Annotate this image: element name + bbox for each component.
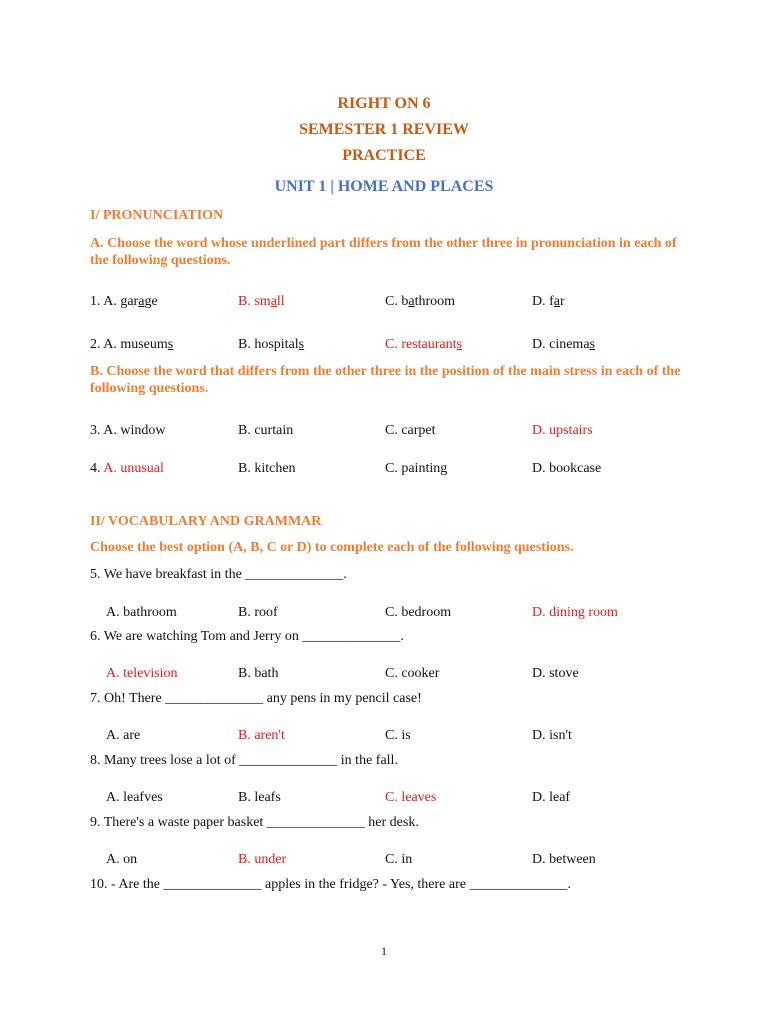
- underlined-part: a: [553, 294, 560, 309]
- question-8-option-d: D. leaf: [532, 790, 571, 805]
- page-number: 1: [381, 944, 387, 958]
- unit-title: UNIT 1 | HOME AND PLACES: [274, 178, 494, 195]
- question-2-option-c-answer: [385, 337, 462, 353]
- option-text: A. gar: [103, 294, 139, 309]
- question-3-option-b: B. curtain: [238, 423, 294, 438]
- question-3-option-c: C. carpet: [385, 423, 436, 438]
- question-4-option-a-answer: [90, 461, 164, 477]
- question-1-option-a: [90, 294, 158, 310]
- option-text: C. b: [385, 294, 409, 309]
- question-6-option-c: C. cooker: [385, 666, 440, 681]
- question-number: 1.: [90, 294, 104, 309]
- question-5-stem: 5. We have breakfast in the ______________.: [90, 567, 347, 582]
- question-10-stem: 10. - Are the ______________ apples in the fridge? - Yes, there are ______________.: [90, 877, 571, 892]
- question-2-option-b: [238, 337, 304, 353]
- question-5-option-c: C. bedroom: [385, 605, 452, 620]
- question-2-option-d: [532, 337, 595, 353]
- question-8-stem: 8. Many trees lose a lot of ______________ in the fall.: [90, 753, 398, 768]
- question-number: 3.: [90, 423, 104, 438]
- underlined-part: a: [270, 294, 277, 309]
- question-7-stem: 7. Oh! There ______________ any pens in my pencil case!: [90, 691, 422, 706]
- question-number: 2.: [90, 337, 104, 352]
- question-9-option-a: A. on: [106, 852, 138, 867]
- question-9-option-d: D. between: [532, 852, 596, 867]
- underlined-part: s: [589, 337, 595, 352]
- question-9-option-c: C. in: [385, 852, 413, 867]
- question-1-option-d: [532, 294, 565, 310]
- doc-title-line1: RIGHT ON 6: [337, 95, 431, 112]
- question-6-option-a-answer: A. television: [106, 666, 178, 681]
- question-6-option-b: B. bath: [238, 666, 279, 681]
- question-1-option-b-answer: [238, 294, 285, 310]
- question-7-option-d: D. isn't: [532, 728, 572, 743]
- option-text: D. f: [532, 294, 554, 309]
- option-text: throom: [414, 294, 456, 309]
- question-4-option-d: D. bookcase: [532, 461, 602, 476]
- instruction-part-a: A. Choose the word whose underlined part differs from the other three in pronunciation in each of the following questions.: [90, 236, 677, 268]
- section-heading-vocabulary: II/ VOCABULARY AND GRAMMAR: [90, 514, 322, 529]
- option-text: D. cinema: [532, 337, 590, 352]
- option-text: A. window: [103, 423, 166, 438]
- question-5-option-b: B. roof: [238, 605, 278, 620]
- question-1-option-c: [385, 294, 455, 310]
- question-number: 4.: [90, 461, 104, 476]
- section-heading-pronunciation: I/ PRONUNCIATION: [90, 208, 224, 223]
- instruction-vocabulary: Choose the best option (A, B, C or D) to complete each of the following questions.: [90, 540, 574, 555]
- question-8-option-b: B. leafs: [238, 790, 281, 805]
- question-6-option-d: D. stove: [532, 666, 579, 681]
- question-9-stem: 9. There's a waste paper basket ______________ her desk.: [90, 815, 419, 830]
- question-4-option-c: C. painting: [385, 461, 448, 476]
- underlined-part: s: [167, 337, 174, 352]
- underlined-part: a: [408, 294, 415, 309]
- option-text: B. hospital: [238, 337, 299, 352]
- option-text: ll: [276, 294, 285, 309]
- question-3-option-d-answer: D. upstairs: [532, 423, 593, 438]
- question-7-option-a: A. are: [106, 728, 141, 743]
- question-9-option-b-answer: B. under: [238, 852, 287, 867]
- underlined-part: s: [456, 337, 462, 352]
- question-2-option-a: [90, 337, 173, 353]
- option-text: A. unusual: [103, 461, 164, 476]
- underlined-part: a: [138, 294, 145, 309]
- option-text: ge: [144, 294, 158, 309]
- question-5-option-a: A. bathroom: [106, 605, 177, 620]
- underlined-part: s: [298, 337, 305, 352]
- option-text: A. museum: [103, 337, 168, 352]
- question-3-option-a: [90, 423, 165, 439]
- question-8-option-c-answer: C. leaves: [385, 790, 437, 805]
- question-4-option-b: B. kitchen: [238, 461, 296, 476]
- question-7-option-b-answer: B. aren't: [238, 728, 285, 743]
- question-6-stem: 6. We are watching Tom and Jerry on ______________.: [90, 629, 404, 644]
- option-text: C. restaurant: [385, 337, 457, 352]
- doc-title-line3: PRACTICE: [342, 147, 426, 164]
- question-8-option-a: A. leafves: [106, 790, 163, 805]
- doc-title-line2: SEMESTER 1 REVIEW: [299, 121, 469, 138]
- instruction-part-b: B. Choose the word that differs from the other three in the position of the main stress in each of the following questions.: [90, 364, 681, 396]
- question-5-option-d-answer: D. dining room: [532, 605, 618, 620]
- option-text: r: [560, 294, 565, 309]
- question-7-option-c: C. is: [385, 728, 411, 743]
- option-text: B. sm: [238, 294, 271, 309]
